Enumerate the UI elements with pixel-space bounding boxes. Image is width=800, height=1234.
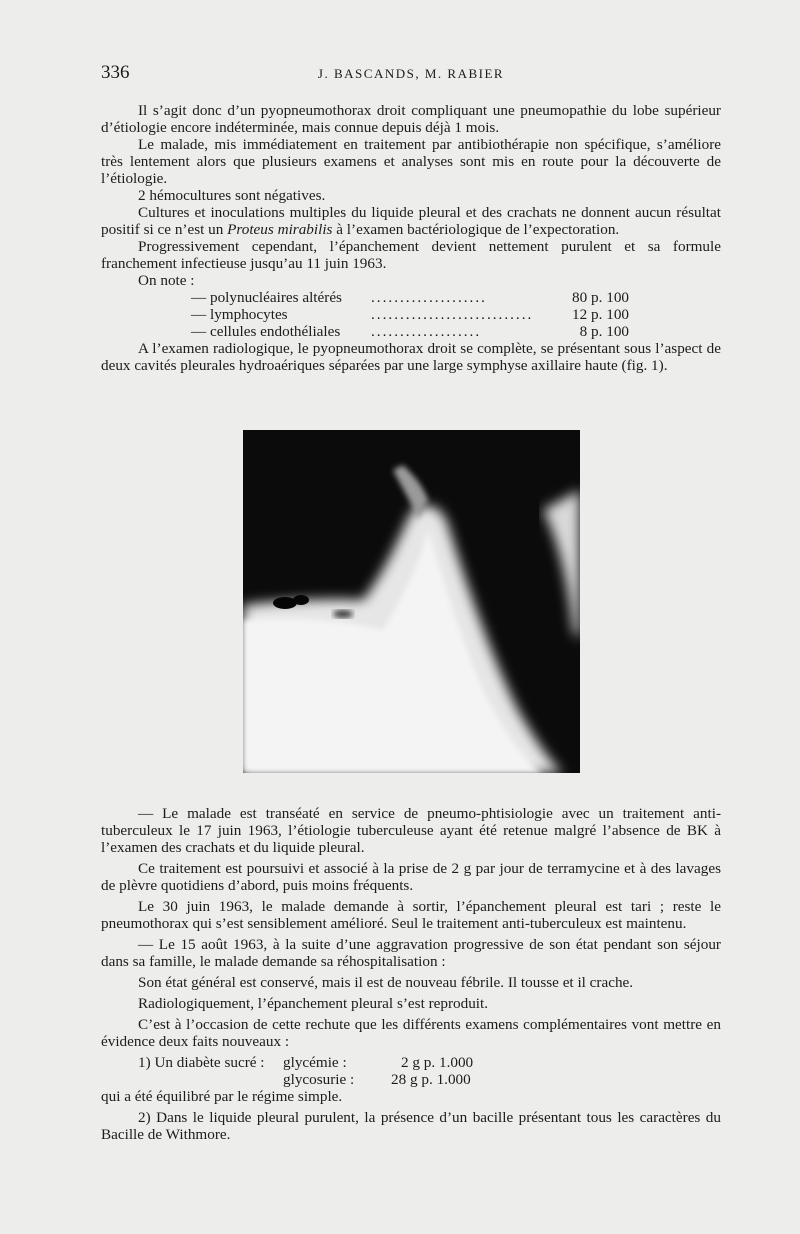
diabetes-row [101, 1054, 721, 1071]
paragraph-text: à l’examen bactériologique de l’expectoration. [332, 221, 620, 238]
paragraph: qui a été équilibré par le régime simple. [101, 1088, 343, 1105]
paragraph: — Le 15 août 1963, à la suite d’une aggravation progressive de son état pendant son séjour dans sa famille, le malade demande sa réhospitalisation : [101, 936, 721, 970]
paragraph: Il s’agit donc d’un pyopneumothorax droit compliquant une pneumopathie du lobe supérieur d’étiologie encore indéterminée, mais connue depuis déjà 1 mois. [101, 102, 721, 136]
note-row [101, 289, 721, 306]
paragraph: A l’examen radiologique, le pyopneumothorax droit se complète, se présentant sous l’aspect de deux cavités pleurales hydroaériques séparées par une large symphyse axillaire haute (fig. 1). [101, 340, 721, 374]
note-row [101, 306, 721, 323]
note-leader: ................... [371, 323, 482, 340]
note-value: 12 p. 100 [572, 306, 629, 323]
paragraph: 2 hémocultures sont négatives. [138, 187, 326, 204]
paragraph-text: Cultures et inoculations multiples du liquide pleural et des crachats ne donnent aucun résultat positif si ce n’est un [101, 204, 721, 238]
on-note-label: On note : [138, 272, 195, 289]
note-label: — polynucléaires altérés [191, 289, 342, 306]
paragraph: 2) Dans le liquide pleural purulent, la présence d’un bacille présentant tous les caractères du Bacille de Withmore. [101, 1109, 721, 1143]
paragraph: C’est à l’occasion de cette rechute que les différents examens complémentaires vont mettre en évidence deux faits nouveaux : [101, 1016, 721, 1050]
glycosurie-value: 28 g p. 1.000 [391, 1071, 471, 1088]
chest-xray-figure [243, 430, 580, 773]
note-value: 8 p. 100 [579, 323, 629, 340]
paragraph: Radiologiquement, l’épanchement pleural s’est reproduit. [138, 995, 489, 1012]
note-label: — cellules endothéliales [191, 323, 341, 340]
paragraph: Progressivement cependant, l’épanchement devient nettement purulent et sa formule franchement infectieuse jusqu’au 11 juin 1963. [101, 238, 721, 272]
paragraph [101, 204, 721, 238]
note-row [101, 323, 721, 340]
species-name: Proteus mirabilis [227, 221, 333, 238]
diabetes-intro: 1) Un diabète sucré : [138, 1054, 265, 1071]
paragraph: — Le malade est transéaté en service de pneumo-phtisiologie avec un traitement anti-tuberculeux le 17 juin 1963, l’étiologie tuberculeuse ayant été retenue malgré l’absence de BK à l’examen des crachats et du liquide pleural. [101, 805, 721, 856]
body-section [101, 805, 721, 1143]
page-header [101, 62, 721, 86]
note-value: 80 p. 100 [572, 289, 629, 306]
running-head: J. BASCANDS, M. RABIER [317, 66, 505, 81]
glycosurie-label: glycosurie : [283, 1071, 355, 1088]
paragraph: Ce traitement est poursuivi et associé à la prise de 2 g par jour de terramycine et à des lavages de plèvre quotidiens d’abord, puis moins fréquents. [101, 860, 721, 894]
glycemie-value: 2 g p. 1.000 [401, 1054, 474, 1071]
paragraph: Le 30 juin 1963, le malade demande à sortir, l’épanchement pleural est tari ; reste le pneumothorax qui s’est sensiblement amélioré. Seul le traitement anti-tuberculeux est maintenu. [101, 898, 721, 932]
paragraph: Le malade, mis immédiatement en traitement par antibiothérapie non spécifique, s’améliore très lentement alors que plusieurs examens et analyses sont mis en route pour la découverte de l’étiologie. [101, 136, 721, 187]
paragraph: Son état général est conservé, mais il est de nouveau fébrile. Il tousse et il crache. [138, 974, 634, 991]
note-leader: ............................ [371, 306, 534, 323]
note-label: — lymphocytes [191, 306, 288, 323]
glycosurie-row [101, 1071, 721, 1088]
glycemie-label: glycémie : [283, 1054, 347, 1071]
intro-section [101, 102, 721, 374]
page-number: 336 [101, 62, 130, 83]
note-leader: .................... [371, 289, 487, 306]
